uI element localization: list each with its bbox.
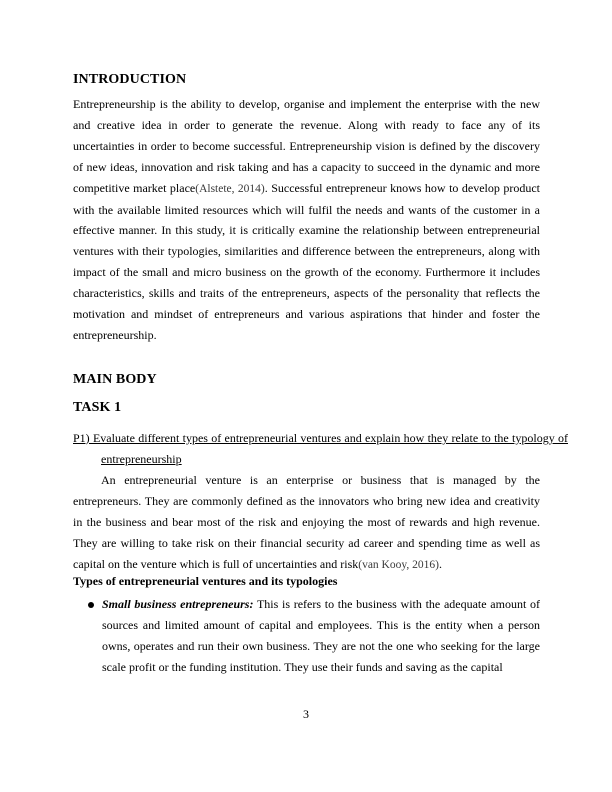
task-heading: TASK 1 (73, 400, 122, 415)
introduction-heading: INTRODUCTION (73, 72, 187, 87)
types-subheading: Types of entrepreneurial ventures and its typologies (73, 574, 338, 588)
venture-citation: (van Kooy, 2016) (358, 558, 439, 571)
venture-text-end: . (438, 556, 442, 571)
intro-text-part-b: . Successful entrepreneur knows how to develop product with the available limited resources which will fulfil the needs and wants of the customer in a effective manner. In this study, it is critically examine the relationship between entrepreneurial ventures with their typologies, similarities and difference between the entrepreneurs, along with impact of the small and micro business on the growth of the economy. Furthermore it includes characteristics, skills and traits of the entrepreneurs, aspects of the personality that reflects the motivation and mindset of entrepreneurs and various aspirations that hinder and foster the entrepreneurship. (73, 180, 541, 342)
main-body-heading: MAIN BODY (73, 372, 157, 387)
bullet-list-item (73, 594, 540, 678)
bullet-content (102, 594, 540, 678)
p1-question: P1) Evaluate different types of entrepreneurial ventures and explain how they relate to the typology of entrepreneurship (73, 431, 568, 466)
introduction-paragraph (73, 94, 540, 346)
bullet-body: This is refers to the business with the adequate amount of sources and limited amount of capital and employees. This is the entity when a person owns, operates and run their own business. They are not the one who seeking for the large scale profit or the funding institution. They use their funds and saving as the capital (102, 597, 540, 674)
intro-citation: (Alstete, 2014) (195, 182, 265, 195)
page-number: 3 (303, 707, 309, 721)
venture-paragraph (73, 470, 540, 576)
bullet-title: Small business entrepreneurs: (102, 597, 254, 611)
intro-text-part-a: Entrepreneurship is the ability to develop, organise and implement the enterprise with the new and creative idea in order to generate the revenue. Along with ready to face any of its uncertainties in order to become successful. Entrepreneurship vision is defined by the discovery of new ideas, innovation and risk taking and has a capacity to succeed in the dynamic and more competitive market place (73, 97, 540, 195)
venture-text: An entrepreneurial venture is an enterprise or business that is managed by the entrepreneurs. They are commonly defined as the innovators who bring new idea and creativity in the business and bear most of the risk and enjoying the most of rewards and high revenue. They are willing to take risk on their financial security ad career and spending time as well as capital on the venture which is full of uncertainties and risk (73, 473, 540, 571)
bullet-icon (88, 602, 94, 608)
